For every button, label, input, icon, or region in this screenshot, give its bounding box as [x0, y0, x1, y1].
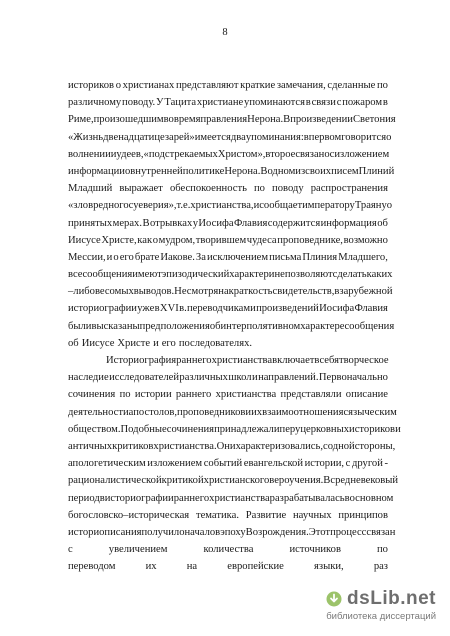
watermark-subtitle: библиотека диссертаций [326, 611, 436, 622]
text-line: – либо весомых выводов. Несмотря на краткость свидетельств, в зарубежной [68, 286, 393, 298]
text-line: Историография раннего христианства включает в себя творческое [106, 355, 389, 366]
text-line: об Иисусе Христе и его последователях. [68, 337, 253, 349]
text-line: историков о христианах представляют краткие замечания, сделанные по [68, 80, 388, 91]
text-line: апологетическим изложением событий евангельской истории, с другой - [68, 458, 388, 470]
text-line: обществом. Подобные сочинения принадлежали перу церковных историков и [68, 423, 401, 435]
download-arrow-icon [326, 591, 342, 607]
text-line: историописания получило начало в эпоху Возрождения. Этот процесс связан [68, 526, 396, 538]
text-line: богословско–историческая тематика. Развитие научных принципов [68, 509, 388, 521]
text-line: «зловредного суеверия», т. е. христианства, и сообщает императору Траяну о [68, 200, 393, 212]
text-line: рационалистической критикой христианского вероучения. В средневековый [68, 475, 399, 487]
text-line: различному поводу. У Тацита христиане упоминаются в связи с пожаром в [68, 97, 388, 109]
text-line: переводом их на европейские языки, раз [68, 561, 388, 573]
text-line: историографии уже в XVI в. переводчиками произведений Иосифа Флавия [68, 303, 388, 315]
page-number: 8 [222, 27, 228, 38]
text-line: античных критиков христианства. Они характеризовались, с одной стороны, [68, 440, 396, 452]
text-line: период в историографии раннего христианства разрабатывалась в основном [68, 492, 394, 504]
text-line: информации о внутренней политике Нерона. В одном из своих писем Плиний [68, 165, 395, 177]
watermark-logo: dsLib.net [347, 588, 436, 609]
text-line: наследие исследователей различных школ и направлений. Первоначально [68, 372, 388, 384]
text-line: деятельности апостолов, проповедников и их взаимоотношения с языческим [68, 406, 397, 418]
text-line: сочинения по истории раннего христианства представляли описание [68, 389, 388, 401]
text-line: принятых мерах. В отрывках у Иосифа Флавия содержится информация об [68, 217, 388, 229]
text-line: волнении иудеев, «подстрекаемых Христом», второе связано с изложением [68, 148, 390, 160]
text-line: Младший выражает обеспокоенность по поводу распространения [68, 183, 388, 195]
body-text [68, 77, 401, 575]
text-line: были высказаны предположения об интерполятивном характере сообщения [68, 320, 395, 332]
watermark [316, 588, 436, 626]
text-line: Мессии, и о его брате Иакове. За исключением письма Плиния Младшего, [68, 251, 388, 263]
text-line: Риме, произошедшим во время правления Нерона. В произведении Светония [68, 114, 396, 126]
text-line: Иисусе Христе, как о мудром, творившем чудеса проповеднике, возможно [68, 234, 388, 246]
text-line: с увеличением количества источников по [68, 544, 388, 556]
text-line: все сообщения имеют эпизодический характер и не позволяют сделать каких [68, 269, 393, 281]
text-line: «Жизнь двенадцати цезарей» имеется два упоминания: в первом говорится о [68, 131, 392, 143]
watermark-top [316, 588, 436, 610]
